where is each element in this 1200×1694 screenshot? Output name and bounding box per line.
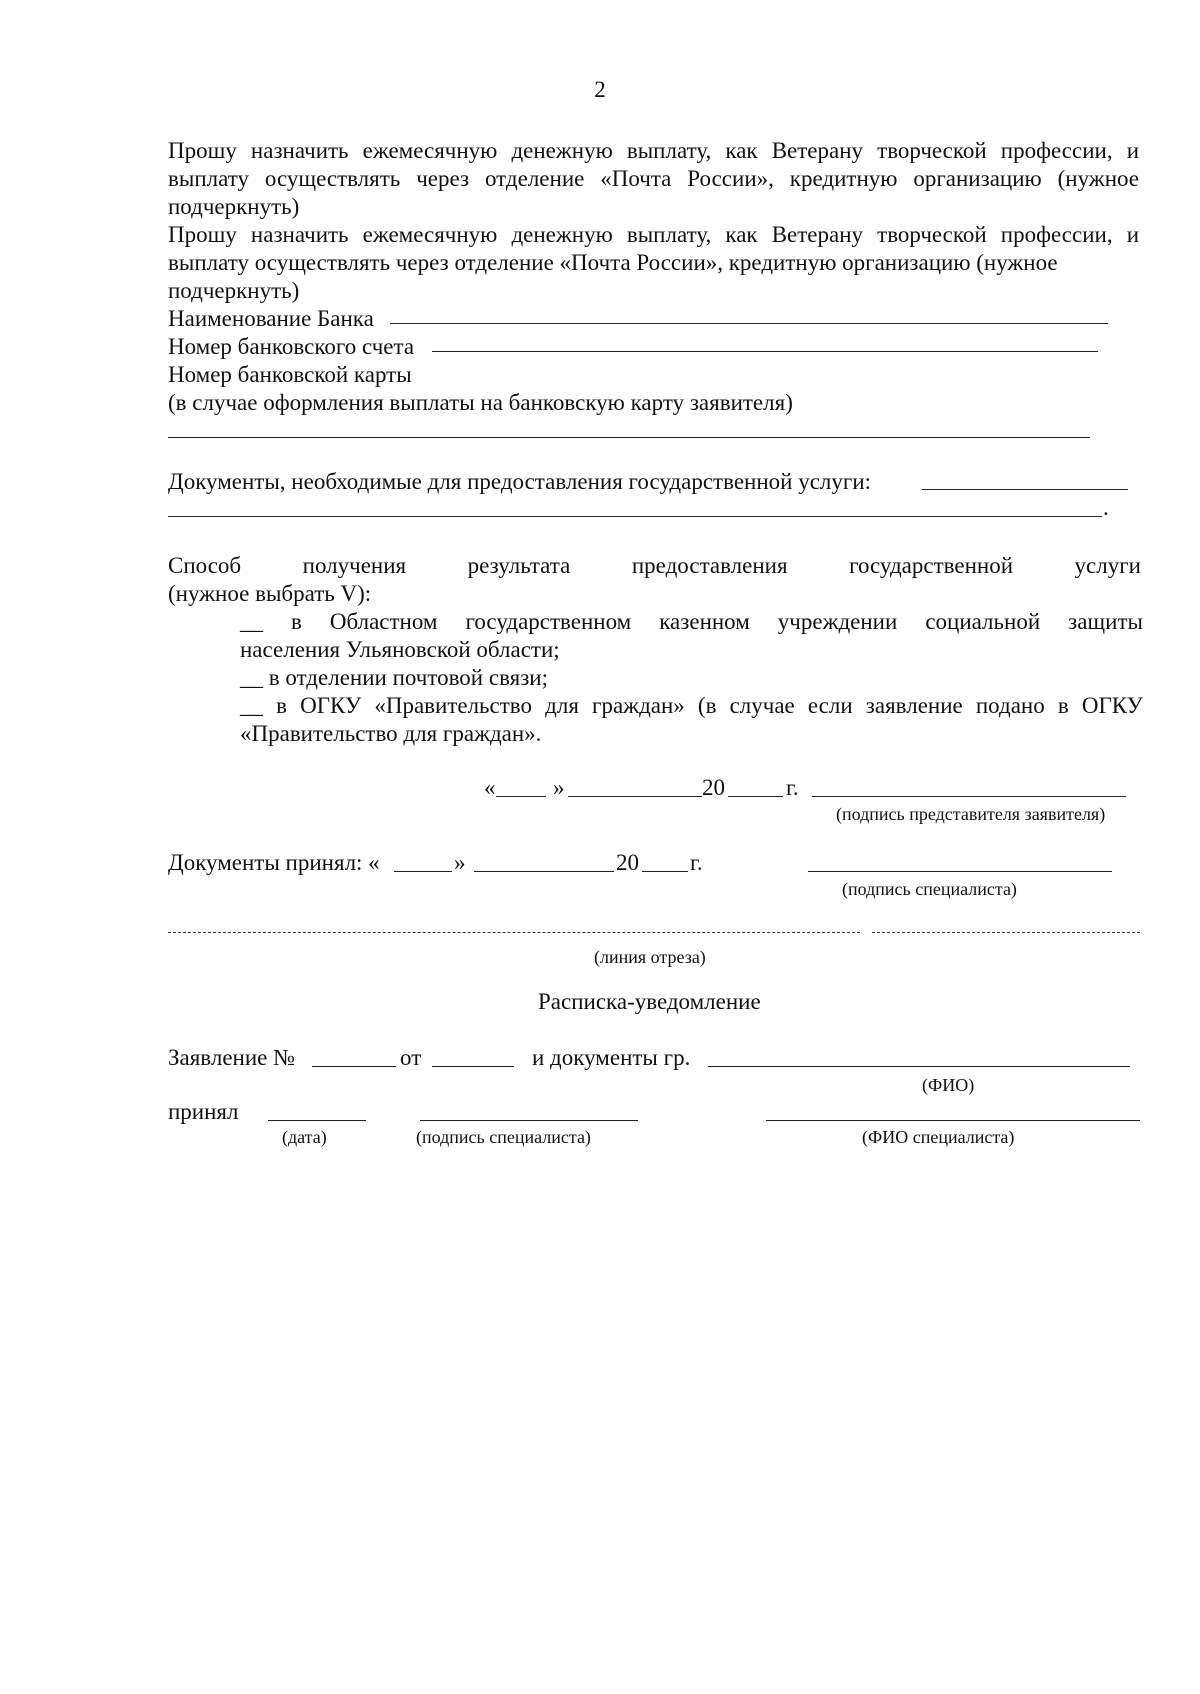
- date-open-quote: «: [484, 775, 496, 800]
- date-year-field[interactable]: [728, 796, 783, 797]
- accepted-year-prefix: 20: [616, 850, 639, 875]
- receipt-sign-caption: (подпись специалиста): [416, 1127, 591, 1147]
- receipt-from-label: от: [400, 1045, 422, 1070]
- option-1-line2: населения Ульяновской области;: [240, 637, 560, 662]
- accepted-day-field[interactable]: [394, 871, 452, 872]
- specialist-signature-caption: (подпись специалиста): [842, 879, 1017, 899]
- bank-card-label: Номер банковской карты: [168, 362, 412, 387]
- option-checkbox-blank[interactable]: __: [240, 609, 263, 634]
- option-3-line1[interactable]: __ в ОГКУ «Правительство для граждан» (в случае если заявление подано в ОГКУ: [240, 693, 1143, 718]
- request-p2-line3: подчеркнуть): [168, 278, 300, 303]
- date-close-quote: »: [553, 775, 565, 800]
- applicant-signature-caption: (подпись представителя заявителя): [836, 804, 1106, 824]
- receipt-fio-field[interactable]: [708, 1066, 1130, 1067]
- receipt-accepted-label: принял: [168, 1099, 239, 1124]
- date-year-prefix: 20: [702, 775, 725, 800]
- receipt-fio-caption: (ФИО): [922, 1075, 975, 1095]
- documents-field-line1[interactable]: [922, 489, 1128, 490]
- method-word: получения: [302, 553, 407, 578]
- method-line2: (нужное выбрать V):: [168, 581, 372, 606]
- receipt-date-field[interactable]: [432, 1066, 514, 1067]
- accepted-label: Документы принял: «: [168, 850, 380, 875]
- bank-card-field[interactable]: [168, 437, 1090, 438]
- date-year-suffix: г.: [786, 775, 799, 800]
- receipt-accepted-date-field[interactable]: [268, 1120, 366, 1121]
- applicant-signature-field[interactable]: [812, 796, 1126, 797]
- documents-label: Документы, необходимые для предоставления государственной услуги:: [168, 469, 872, 494]
- receipt-fio-spec-caption: (ФИО специалиста): [862, 1127, 1015, 1147]
- bank-name-label: Наименование Банка: [168, 306, 374, 331]
- accepted-close-quote: »: [454, 850, 466, 875]
- page-number: 2: [594, 77, 606, 102]
- bank-name-field[interactable]: [390, 323, 1108, 324]
- receipt-specialist-fio-field[interactable]: [766, 1120, 1140, 1121]
- method-line1: [168, 552, 1141, 580]
- request-p2-line1: Прошу назначить ежемесячную денежную выплату, как Ветерану творческой профессии, и: [168, 222, 1139, 247]
- method-word: Способ: [168, 553, 242, 578]
- cut-line-right: [872, 932, 1140, 933]
- receipt-number-field[interactable]: [312, 1066, 396, 1067]
- method-word: государственной: [849, 553, 1014, 578]
- option-3-line2: «Правительство для граждан».: [240, 721, 542, 746]
- option-1-line1[interactable]: __ в Областном государственном казенном учреждении социальной защиты: [240, 609, 1143, 634]
- accepted-year-field[interactable]: [642, 871, 688, 872]
- method-word: результата: [467, 553, 571, 578]
- request-p2-line2: выплату осуществлять через отделение «Почта России», кредитную организацию (нужное: [168, 250, 1058, 275]
- receipt-date-caption: (дата): [282, 1127, 327, 1147]
- receipt-statement-label: Заявление №: [168, 1045, 296, 1070]
- request-p1-line2: выплату осуществлять через отделение «Почта России», кредитную организацию (нужное: [168, 166, 1139, 191]
- date-month-field[interactable]: [568, 796, 702, 797]
- cut-line-label: (линия отреза): [594, 947, 706, 967]
- method-word: предоставления: [631, 553, 788, 578]
- receipt-specialist-sign-field[interactable]: [420, 1120, 638, 1121]
- specialist-signature-field[interactable]: [808, 871, 1112, 872]
- method-word: услуги: [1074, 553, 1141, 578]
- accepted-year-suffix: г.: [690, 850, 703, 875]
- date-day-field[interactable]: [496, 796, 546, 797]
- bank-account-label: Номер банковского счета: [168, 334, 415, 359]
- bank-account-field[interactable]: [432, 351, 1098, 352]
- request-p1-line1: Прошу назначить ежемесячную денежную выплату, как Ветерану творческой профессии, и: [168, 138, 1139, 163]
- accepted-month-field[interactable]: [474, 871, 614, 872]
- bank-card-note: (в случае оформления выплаты на банковскую карту заявителя): [168, 390, 793, 415]
- documents-field-line2[interactable]: [168, 516, 1102, 517]
- option-2[interactable]: __ в отделении почтовой связи;: [240, 665, 548, 690]
- receipt-title: Расписка-уведомление: [538, 989, 761, 1014]
- option-checkbox-blank[interactable]: __: [240, 693, 263, 718]
- request-p1-line3: подчеркнуть): [168, 194, 300, 219]
- receipt-docs-label: и документы гр.: [532, 1045, 691, 1070]
- documents-end-period: .: [1103, 495, 1109, 520]
- cut-line-left: [168, 932, 860, 933]
